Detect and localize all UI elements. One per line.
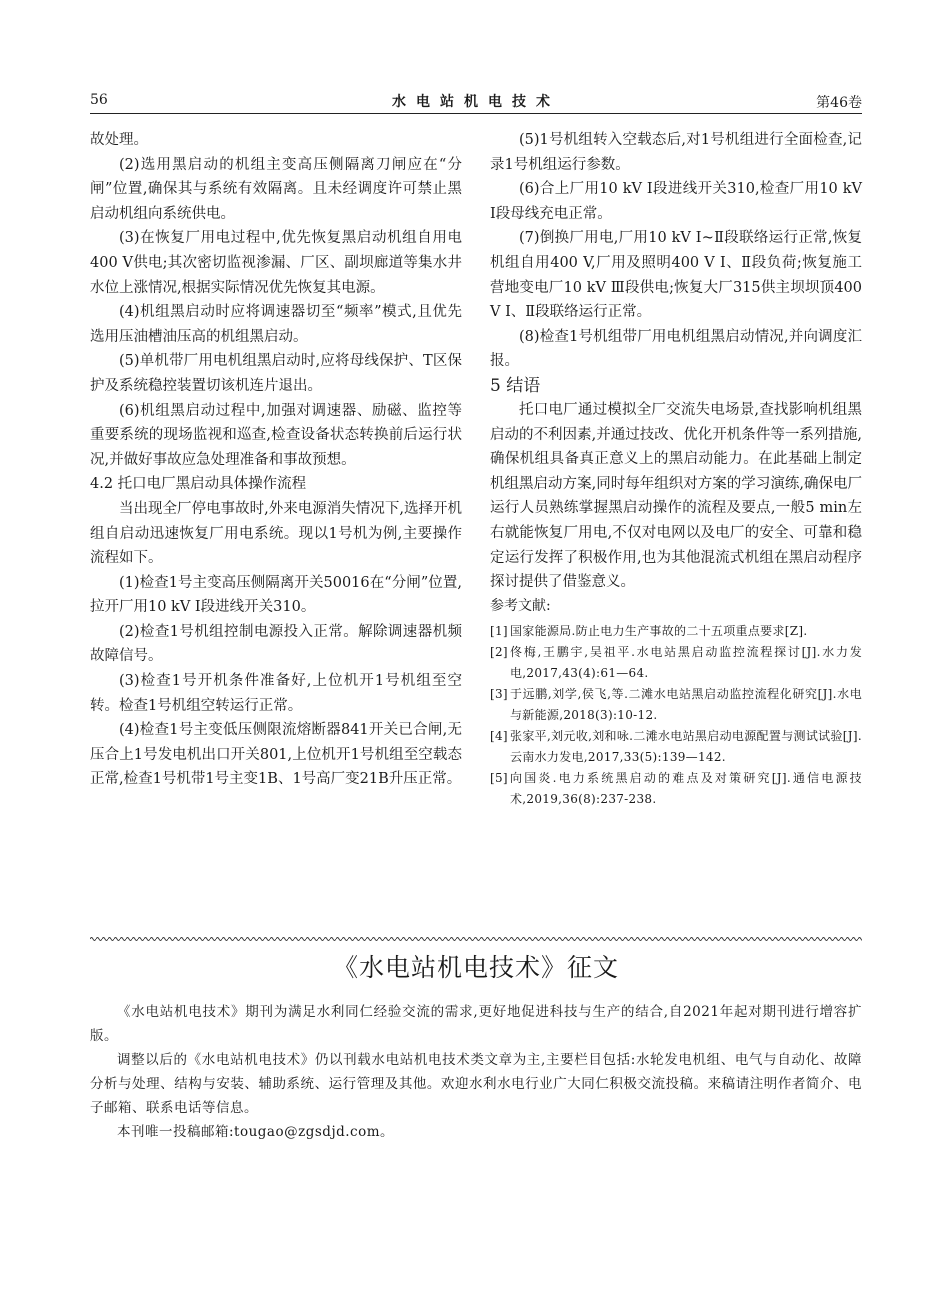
volume-label: 第46卷 xyxy=(816,95,862,111)
paragraph: 托口电厂通过模拟全厂交流失电场景,查找影响机组黑启动的不利因素,并通过技改、优化开机条件等一系列措施,确保机组具备真正意义上的黑启动能力。在此基础上制定机组黑启动方案,同时每年组织对方案的学习演练,确保电厂运行人员熟练掌握黑启动操作的流程及要点,一般5 min左右就能恢复厂用电,不仅对电网以及电厂的安全、可靠和稳定运行发挥了积极作用,也为其他混流式机组在黑启动程序探讨提供了借鉴意义。 xyxy=(490,401,862,591)
reference-text: 国家能源局.防止电力生产事故的二十五项重点要求[Z]. xyxy=(510,623,808,638)
paragraph: (5)1号机组转入空载态后,对1号机组进行全面检查,记录1号机组运行参数。 xyxy=(490,132,862,173)
paragraph: 当出现全厂停电事故时,外来电源消失情况下,选择开机组自启动迅速恢复厂用电系统。现以1号机为例,主要操作流程如下。 xyxy=(90,500,462,567)
reference-number: [2] xyxy=(490,644,508,659)
reference-number: [3] xyxy=(490,686,508,701)
reference-item xyxy=(490,621,862,642)
reference-list xyxy=(490,621,862,810)
call-for-papers-notice xyxy=(90,1000,862,1144)
paragraph: 《水电站机电技术》期刊为满足水利同仁经验交流的需求,更好地促进科技与生产的结合,自2021年起对期刊进行增容扩版。 xyxy=(90,1004,862,1044)
reference-item xyxy=(490,768,862,810)
header-rule xyxy=(90,113,862,114)
paragraph: (1)检查1号主变高压侧隔离开关50016在“分闸”位置,拉开厂用10 kV Ⅰ段进线开关310。 xyxy=(90,574,462,616)
reference-number: [5] xyxy=(490,770,508,785)
paragraph: (6)合上厂用10 kV Ⅰ段进线开关310,检查厂用10 kV Ⅰ段母线充电正常。 xyxy=(490,181,862,222)
journal-title: 水电站机电技术 xyxy=(392,94,560,110)
paragraph: (2)检查1号机组控制电源投入正常。解除调速器机频故障信号。 xyxy=(90,623,462,665)
wavy-divider xyxy=(90,935,862,943)
reference-text: 向国炎.电力系统黑启动的难点及对策研究[J].通信电源技术,2019,36(8):237-238. xyxy=(510,770,862,806)
reference-number: [4] xyxy=(490,728,508,743)
reference-text: 于远鹏,刘学,侯飞,等.二滩水电站黑启动监控流程化研究[J].水电与新能源,2018(3):10-12. xyxy=(510,686,862,722)
reference-number: [1] xyxy=(490,623,508,638)
subsection-heading: 4.2 托口电厂黑启动具体操作流程 xyxy=(90,476,307,493)
reference-item xyxy=(490,684,862,726)
reference-text: 张家平,刘元收,刘和咏.二滩水电站黑启动电源配置与测试试验[J].云南水力发电,2017,33(5):139—142. xyxy=(510,728,862,764)
paragraph: 调整以后的《水电站机电技术》仍以刊载水电站机电技术类文章为主,主要栏目包括:水轮发电机组、电气与自动化、故障分析与处理、结构与安装、辅助系统、运行管理及其他。欢迎水利水电行业广大同仁积极交流投稿。来稿请注明作者简介、电子邮箱、联系电话等信息。 xyxy=(90,1052,862,1116)
paragraph: (4)检查1号主变低压侧限流熔断器841开关已合闸,无压合上1号发电机出口开关801,上位机开1号机组至空载态正常,检查1号机带1号主变1B、1号高厂变21B升压正常。 xyxy=(90,722,462,788)
paragraph: (5)单机带厂用电机组黑启动时,应将母线保护、T区保护及系统稳控装置切该机连片退出。 xyxy=(90,353,462,394)
reference-item xyxy=(490,642,862,684)
running-header xyxy=(90,88,862,114)
paragraph: 故处理。 xyxy=(90,132,148,148)
section-heading: 5 结语 xyxy=(490,375,541,396)
paragraph: (7)倒换厂用电,厂用10 kV Ⅰ~Ⅱ段联络运行正常,恢复机组自用400 V,厂用及照明400 V Ⅰ、Ⅱ段负荷;恢复施工营地变电厂10 kV Ⅲ段供电;恢复大厂315供主坝坝顶400 V Ⅰ、Ⅱ段联络运行正常。 xyxy=(490,230,862,321)
page-number: 56 xyxy=(90,92,108,108)
paragraph: (4)机组黑启动时应将调速器切至“频率”模式,且优先选用压油槽油压高的机组黑启动。 xyxy=(90,304,462,345)
right-column xyxy=(490,128,862,810)
reference-text: 佟梅,王鹏宇,吴祖平.水电站黑启动监控流程探讨[J].水力发电,2017,43(4):61—64. xyxy=(510,644,862,680)
paragraph: (8)检查1号机组带厂用电机组黑启动情况,并向调度汇报。 xyxy=(490,328,862,370)
paragraph: (2)选用黑启动的机组主变高压侧隔离刀闸应在“分闸”位置,确保其与系统有效隔离。且未经调度许可禁止黑启动机组向系统供电。 xyxy=(90,156,462,222)
paragraph: (3)检查1号开机条件准备好,上位机开1号机组至空转。检查1号机组空转运行正常。 xyxy=(90,673,462,714)
references-heading: 参考文献: xyxy=(490,597,551,614)
reference-item xyxy=(490,726,862,768)
paragraph: (3)在恢复厂用电过程中,优先恢复黑启动机组自用电400 V供电;其次密切监视渗漏、厂区、副坝廊道等集水井水位上涨情况,根据实际情况优先恢复其电源。 xyxy=(90,230,462,296)
left-column xyxy=(90,128,462,792)
notice-title: 《水电站机电技术》征文 xyxy=(332,953,619,982)
submission-email: 本刊唯一投稿邮箱:tougao@zgsdjd.com。 xyxy=(117,1124,395,1140)
paragraph: (6)机组黑启动过程中,加强对调速器、励磁、监控等重要系统的现场监视和巡查,检查设备状态转换前后运行状况,并做好事故应急处理准备和事故预想。 xyxy=(90,402,462,468)
